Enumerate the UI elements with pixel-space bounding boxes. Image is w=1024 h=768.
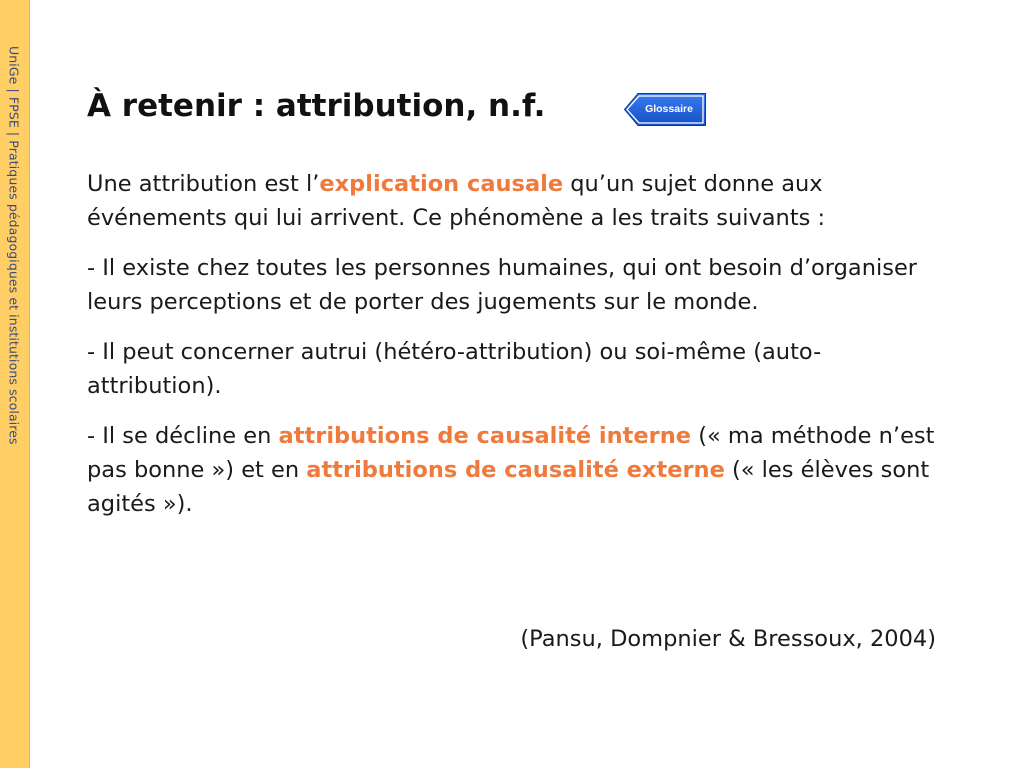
highlight-explication-causale: explication causale: [319, 171, 564, 197]
slide-body: [87, 167, 947, 537]
highlight-causalite-interne: attributions de causalité interne: [278, 423, 692, 449]
text-run: - Il se décline en: [87, 423, 279, 449]
paragraph-trait-1: [87, 251, 947, 319]
text-run: (« les élèves sont agités »).: [87, 457, 930, 517]
text-run: Une attribution est l’: [87, 171, 320, 197]
glossary-button[interactable]: [624, 93, 706, 126]
text-run: - Il existe chez toutes les personnes humaines, qui ont besoin d’organiser leurs perceptions et de porter des jugements sur le monde.: [87, 255, 918, 315]
citation: (Pansu, Dompnier & Bressoux, 2004): [520, 626, 936, 652]
paragraph-trait-3: [87, 419, 947, 521]
text-run: qu’un sujet donne aux événements qui lui arrivent. Ce phénomène a les traits suivants :: [87, 171, 826, 231]
slide-title: À retenir : attribution, n.f.: [87, 88, 546, 124]
highlight-causalite-externe: attributions de causalité externe: [306, 457, 725, 483]
glossary-button-label: Glossaire: [645, 103, 693, 115]
paragraph-definition: [87, 167, 947, 235]
text-run: - Il peut concerner autrui (hétéro-attribution) ou soi-même (auto-attribution).: [87, 339, 822, 399]
text-run: (« ma méthode n’est pas bonne ») et en: [87, 423, 935, 483]
paragraph-trait-2: [87, 335, 947, 403]
side-band: [0, 0, 30, 768]
sidebar-caption: UniGe | FPSE | Pratiques pédagogiques et institutions scolaires: [6, 46, 22, 445]
